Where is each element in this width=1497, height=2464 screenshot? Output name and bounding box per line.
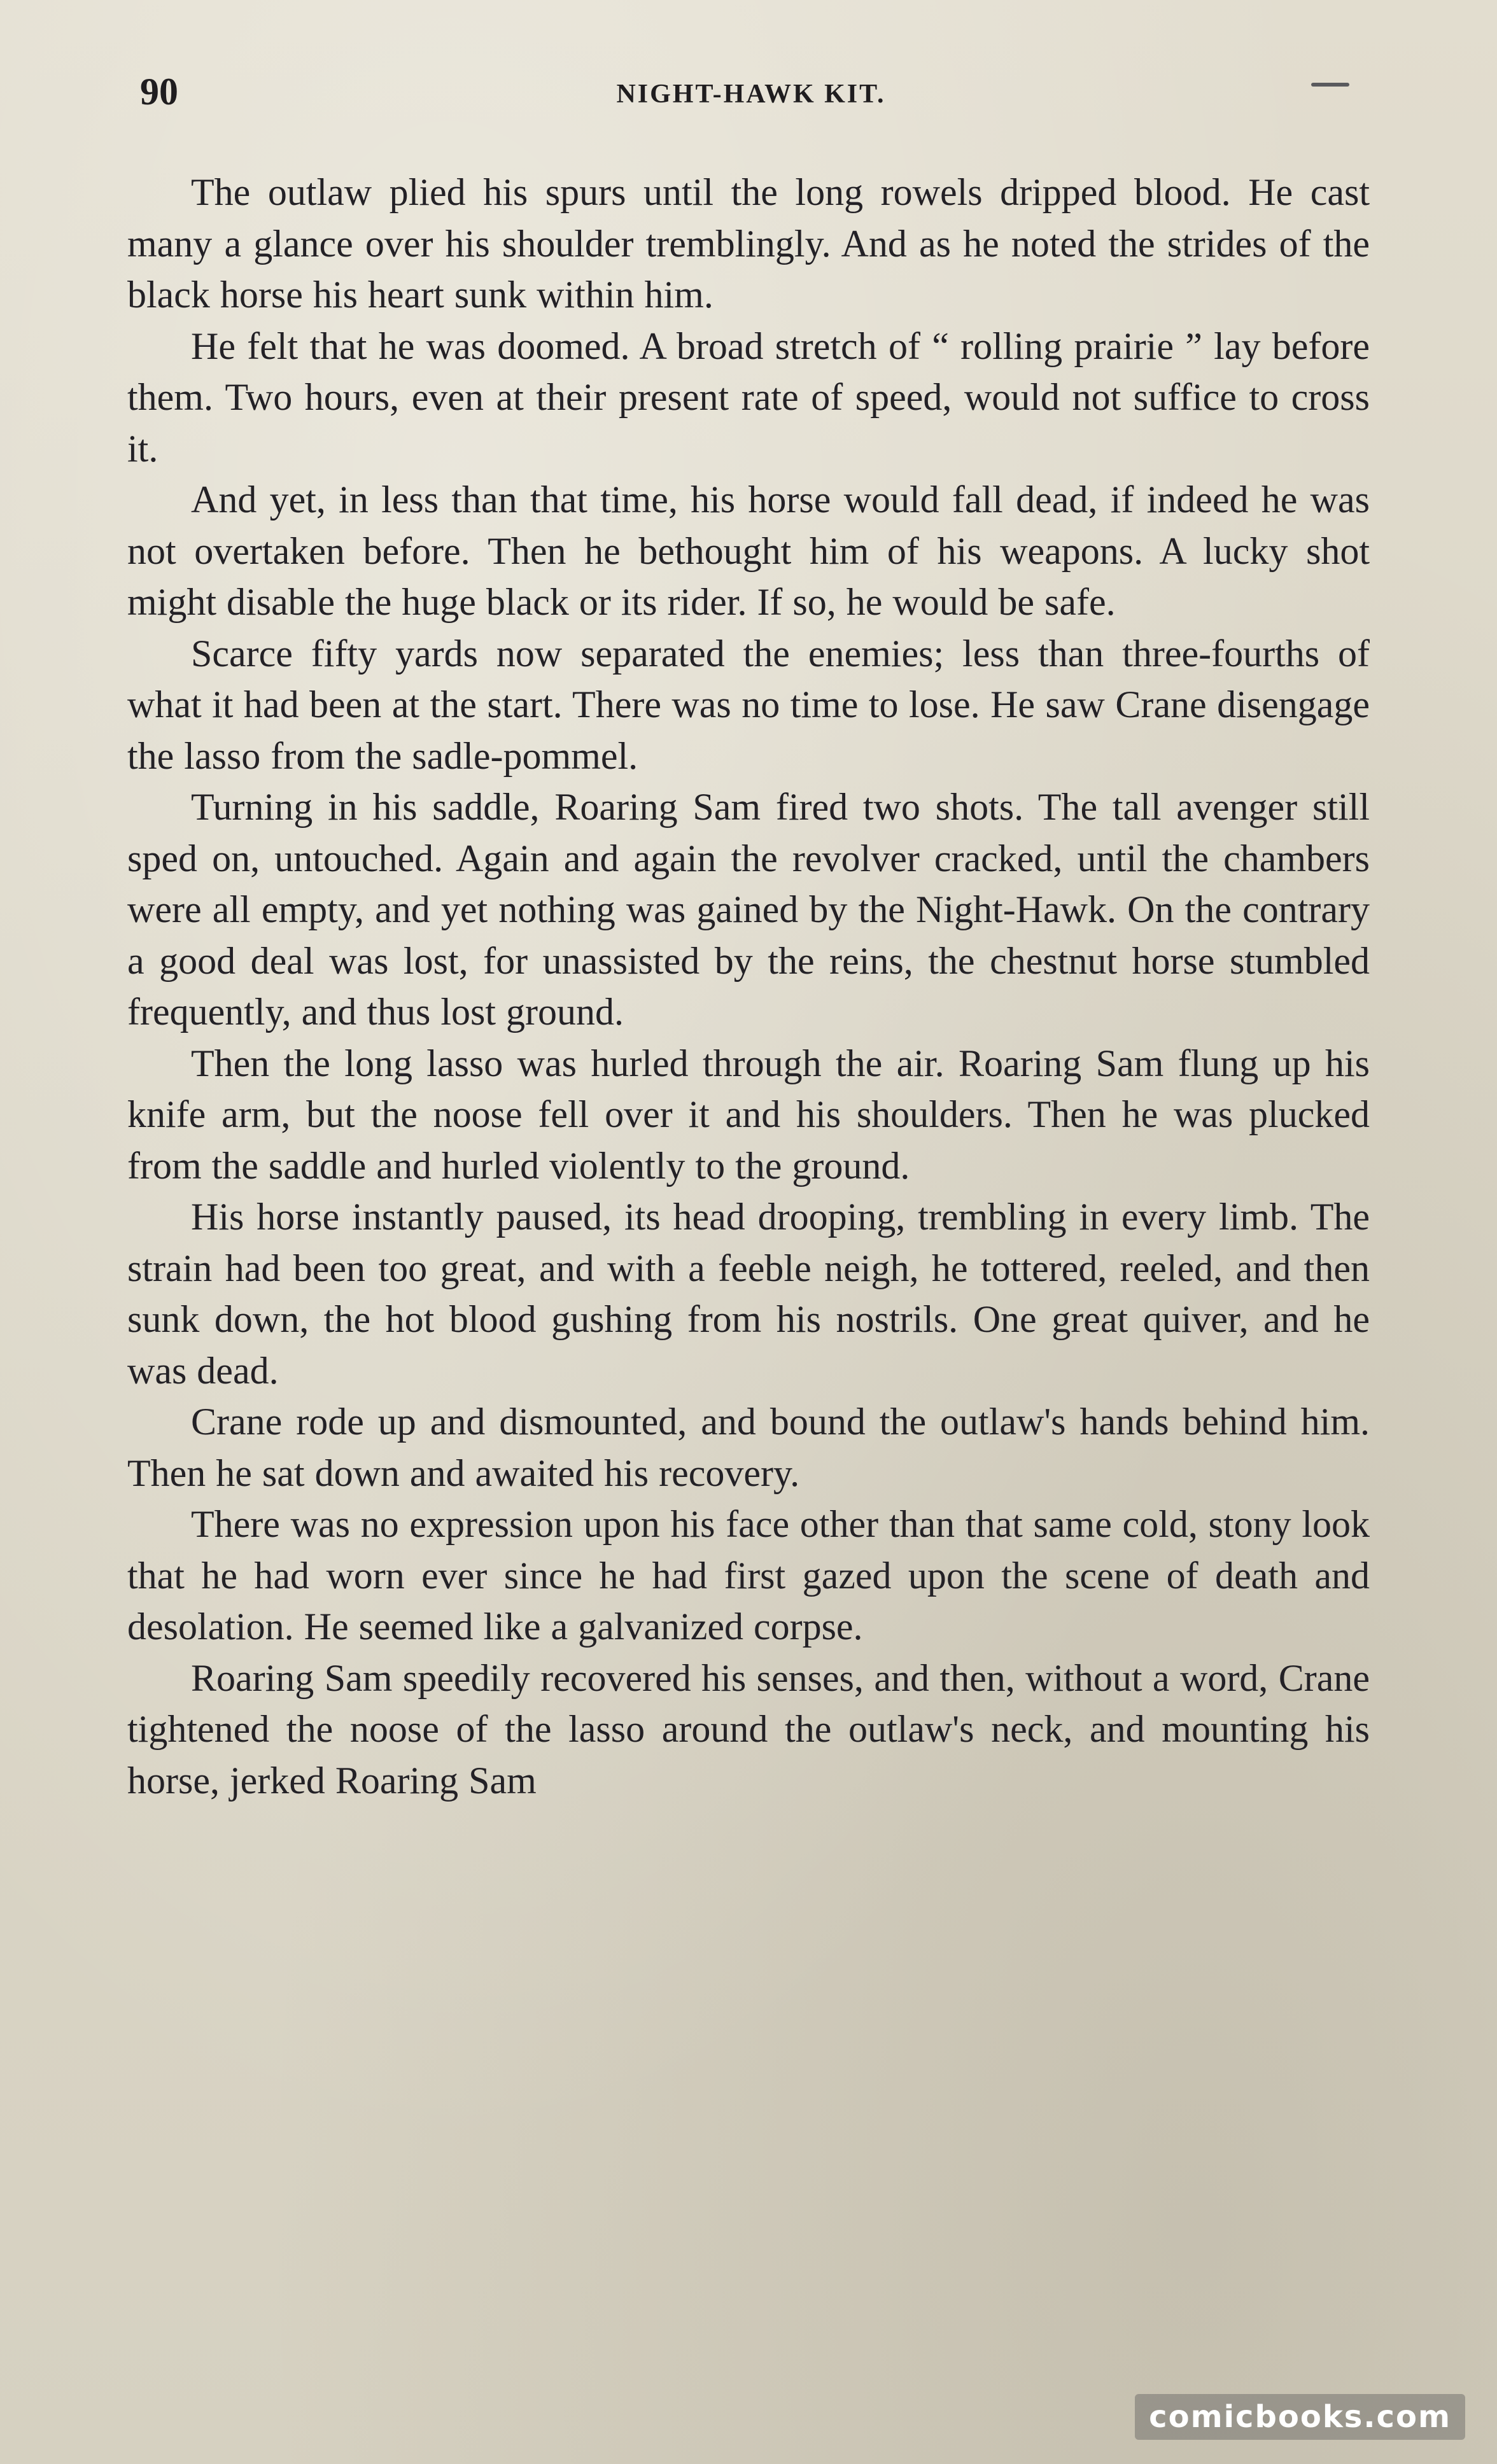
page-number: 90 (140, 71, 178, 113)
watermark: comicbooks.com (1135, 2394, 1465, 2440)
body-text (127, 167, 1370, 1806)
paragraph: He felt that he was doomed. A broad stretch of “ rolling prairie ” lay before them. Two hours, even at their present rate of speed, would not suffice to cross it. (127, 325, 1370, 470)
paragraph: Then the long lasso was hurled through the air. Roaring Sam flung up his knife arm, but the noose fell over it and his shoulders. Then he was plucked from the saddle and hurled violently to the ground. (127, 1042, 1370, 1187)
page-header (127, 64, 1375, 121)
paragraph: Turning in his saddle, Roaring Sam fired two shots. The tall avenger still sped on, untouched. Again and again the revolver cracked, until the chambers were all empty, and yet nothing was gained by the Night-Hawk. On the contrary a good deal was lost, for unassisted by the reins, the chestnut horse stumbled frequently, and thus lost ground. (127, 786, 1370, 1033)
paragraph: Roaring Sam speedily recovered his senses, and then, without a word, Crane tightened the noose of the lasso around the outlaw's neck, and mounting his horse, jerked Roaring Sam (127, 1656, 1370, 1802)
paragraph: His horse instantly paused, its head drooping, trembling in every limb. The strain had been too great, and with a feeble neigh, he tottered, reeled, and then sunk down, the hot blood gushing from his nostrils. One great quiver, and he was dead. (127, 1196, 1370, 1392)
header-ornament (1311, 83, 1349, 87)
running-head: NIGHT-HAWK KIT. (616, 80, 886, 109)
paragraph: The outlaw plied his spurs until the long rowels dripped blood. He cast many a glance over his shoulder tremblingly. And as he noted the strides of the black horse his heart sunk within him. (127, 171, 1370, 316)
paragraph: There was no expression upon his face other than that same cold, stony look that he had worn ever since he had first gazed upon the scene of death and desolation. He seemed like a galvanized corpse. (127, 1503, 1370, 1648)
paragraph: Scarce fifty yards now separated the enemies; less than three-fourths of what it had been at the start. There was no time to lose. He saw Crane disengage the lasso from the sadle-pommel. (127, 632, 1370, 777)
paragraph: Crane rode up and dismounted, and bound the outlaw's hands behind him. Then he sat down and awaited his recovery. (127, 1401, 1370, 1494)
paragraph: And yet, in less than that time, his horse would fall dead, if indeed he was not overtaken before. Then he bethought him of his weapons. A lucky shot might disable the huge black or its rider. If so, he would be safe. (127, 479, 1370, 623)
